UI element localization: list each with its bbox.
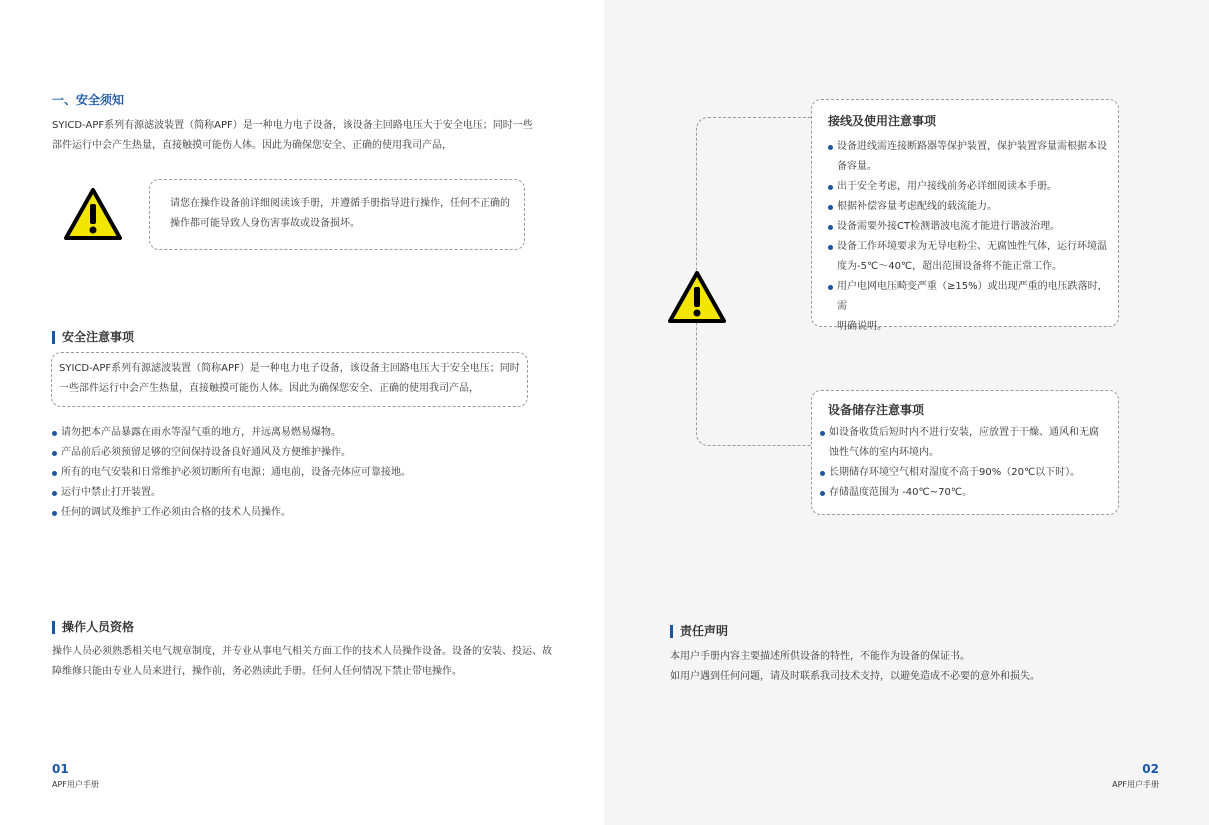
list-item: 请勿把本产品暴露在雨水等湿气重的地方，并远离易燃易爆物。 — [52, 423, 552, 443]
list-item — [828, 197, 1113, 217]
disclaimer-paragraph — [670, 647, 1170, 687]
item-line: 备容量。 — [837, 161, 877, 172]
list-item: 任何的调试及维护工作必须由合格的技术人员操作。 — [52, 503, 552, 523]
warning-triangle-icon — [64, 188, 122, 240]
section-title-safety-notice: 一、安全须知 — [52, 93, 125, 107]
item-line: 蚀性气体的室内环境内。 — [829, 447, 939, 458]
list-item — [820, 423, 1112, 463]
list-item — [828, 137, 1113, 177]
item-line: 存储温度范围为 -40℃~70℃。 — [829, 487, 973, 498]
right-page — [604, 0, 1209, 825]
precaution-box — [51, 352, 528, 407]
box-line: 一些部件运行中会产生热量，直接触摸可能伤人体。因此为确保您安全、正确的使用我司产品， — [59, 383, 479, 394]
wiring-title: 接线及使用注意事项 — [828, 114, 937, 128]
list-item: 所有的电气安装和日常维护必须切断所有电源；通电前，设备壳体应可靠接地。 — [52, 463, 552, 483]
wiring-notes-box — [811, 99, 1119, 332]
list-item — [828, 177, 1113, 197]
para-line: 操作人员必须熟悉相关电气规章制度，并专业从事电气相关方面工作的技术人员操作设备。设备的安装、投运、故 — [52, 646, 552, 657]
section-title-safety-precautions: 安全注意事项 — [52, 331, 134, 344]
warning-line: 操作都可能导致人身伤害事故或设备损坏。 — [170, 218, 360, 229]
item-line: 设备需要外接CT检测谐波电流才能进行谐波治理。 — [837, 221, 1061, 232]
item-line: 度为-5℃～40℃，超出范围设备将不能正常工作。 — [837, 261, 1063, 272]
item-line: 用户电网电压畸变严重（≥15%）或出现严重的电压跌落时，需 — [837, 281, 1108, 312]
list-item: 运行中禁止打开装置。 — [52, 483, 552, 503]
para-line: SYICD-APF系列有源滤波装置（简称APF）是一种电力电子设备，该设备主回路电压大于安全电压；同时一些 — [52, 120, 533, 131]
left-page — [0, 0, 604, 825]
operator-qualification-paragraph — [52, 642, 582, 682]
storage-list — [820, 423, 1112, 503]
list-item — [828, 217, 1113, 237]
list-item — [828, 277, 1113, 337]
warning-line: 请您在操作设备前详细阅读该手册，并遵循手册指导进行操作，任何不正确的 — [170, 198, 510, 209]
para-line: 障维修只能由专业人员来进行，操作前，务必熟读此手册。任何人任何情况下禁止带电操作。 — [52, 666, 462, 677]
footer-label: APF用户手册 — [1112, 780, 1159, 789]
list-item — [820, 463, 1112, 483]
list-item — [828, 237, 1113, 277]
warning-triangle-icon — [668, 271, 726, 323]
item-line: 如设备收货后短时内不进行安装，应放置于干燥、通风和无腐 — [829, 427, 1099, 438]
box-line: SYICD-APF系列有源滤波装置（简称APF）是一种电力电子设备，该设备主回路电压大于安全电压；同时 — [59, 363, 520, 374]
para-line: 部件运行中会产生热量，直接触摸可能伤人体。因此为确保您安全、正确的使用我司产品， — [52, 140, 452, 151]
list-item: 产品前后必须预留足够的空间保持设备良好通风及方便维护操作。 — [52, 443, 552, 463]
item-line: 设备进线需连接断路器等保护装置，保护装置容量需根据本设 — [837, 141, 1107, 152]
safety-notice-paragraph — [52, 116, 572, 156]
page-number: 02 — [1142, 762, 1159, 776]
footer-label: APF用户手册 — [52, 780, 99, 789]
section-title-disclaimer: 责任声明 — [670, 625, 728, 638]
precaution-list — [52, 423, 552, 523]
list-item — [820, 483, 1112, 503]
wiring-list — [828, 137, 1113, 337]
warning-box — [149, 179, 525, 250]
section-title-operator-qualification: 操作人员资格 — [52, 621, 134, 634]
item-line: 根据补偿容量考虑配线的载流能力。 — [837, 201, 997, 212]
item-line: 长期储存环境空气相对湿度不高于90%（20℃以下时）。 — [829, 467, 1081, 478]
page-number: 01 — [52, 762, 69, 776]
item-line: 明确说明。 — [837, 321, 887, 332]
item-line: 出于安全考虑，用户接线前务必详细阅读本手册。 — [837, 181, 1057, 192]
para-line: 如用户遇到任何问题，请及时联系我司技术支持，以避免造成不必要的意外和损失。 — [670, 671, 1040, 682]
para-line: 本用户手册内容主要描述所供设备的特性，不能作为设备的保证书。 — [670, 651, 970, 662]
storage-title: 设备储存注意事项 — [828, 403, 925, 417]
storage-notes-box — [811, 390, 1119, 515]
item-line: 设备工作环境要求为无导电粉尘、无腐蚀性气体，运行环境温 — [837, 241, 1107, 252]
